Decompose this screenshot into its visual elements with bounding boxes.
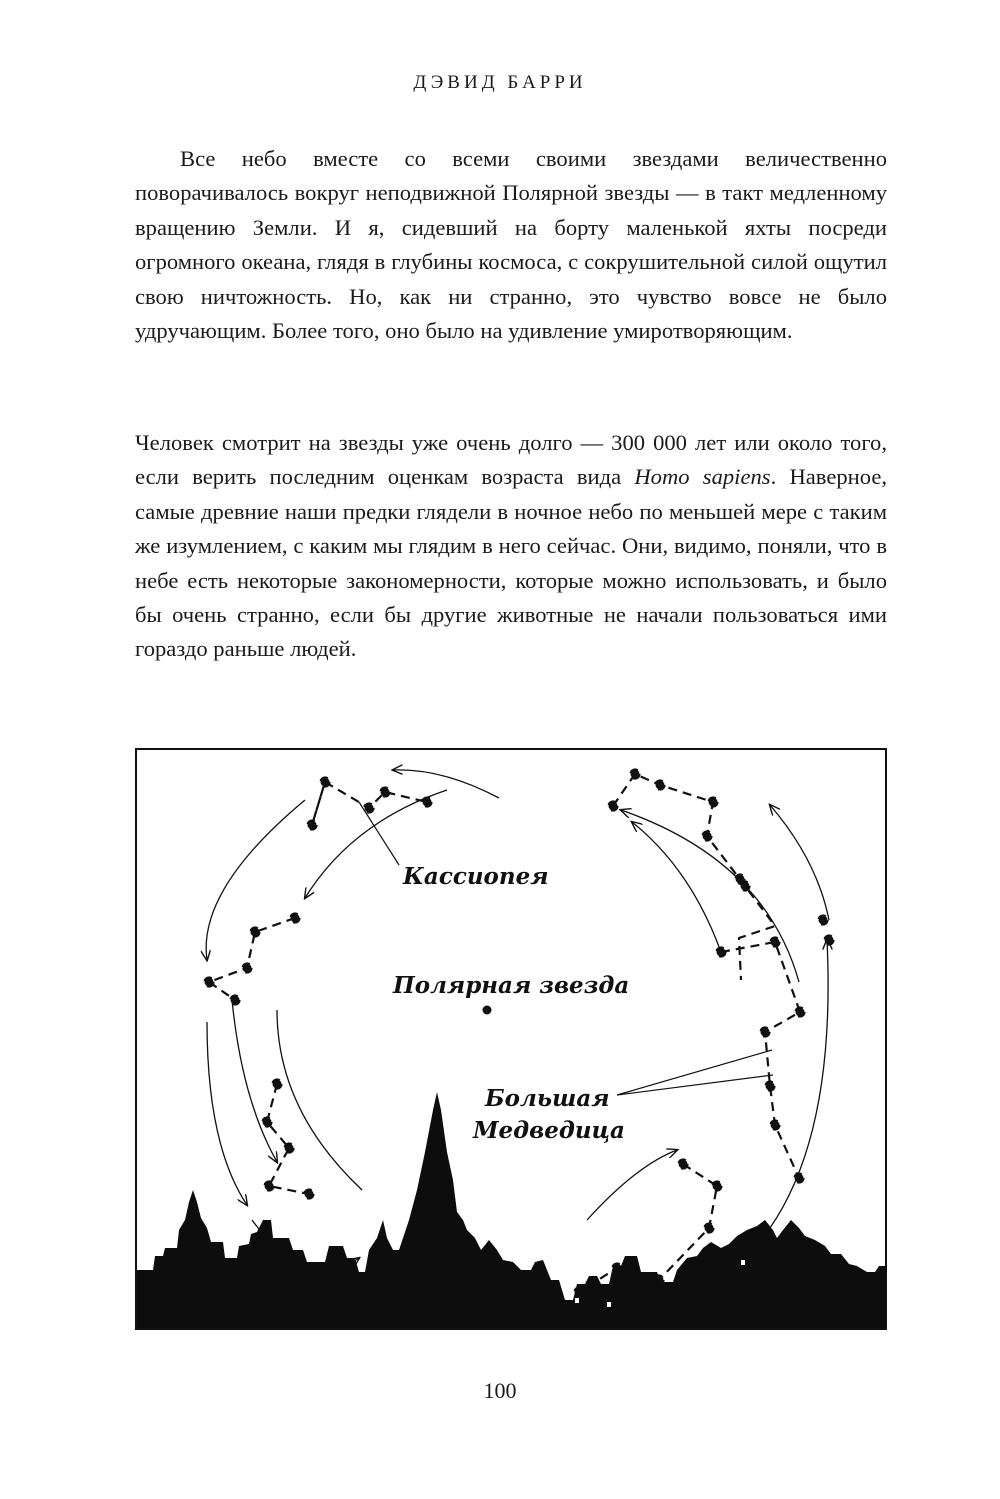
arc-inner-right bbox=[632, 822, 722, 955]
cassiopeia-lower-left bbox=[263, 1080, 314, 1199]
rotation-arcs bbox=[206, 770, 829, 1270]
paragraph-1: Все небо вместе со всеми своими звездами величественно поворачивалось вокруг неподвижной Полярной звезды — в такт медленному вращению Земли. И я, сидевший на борту маленькой яхты посреди огромного океана, глядя в глубины космоса, с сокрушительной силой ощутил свою ничтожность. Но, как ни странно, это чувство вовсе не было удручающим. Более того, оно было на удивление умиротворяющим. bbox=[135, 146, 887, 344]
cassiopeia-left bbox=[205, 914, 300, 1005]
arc-lower-right bbox=[587, 1150, 677, 1220]
arc-outer-right bbox=[757, 940, 828, 1245]
arc-far-right bbox=[770, 805, 829, 920]
label-cassiopeia: Кассиопея bbox=[403, 863, 549, 890]
arc-top-center bbox=[393, 770, 499, 798]
paragraph-2-text-a: Человек смотрит на звезды уже очень долго — 300 000 лет или около того, если верить последним оценкам возраста вида bbox=[135, 430, 887, 490]
star-rotation-illustration bbox=[135, 748, 887, 1330]
label-polaris: Полярная звезда bbox=[393, 972, 630, 999]
arc-outer-left bbox=[207, 1022, 247, 1205]
species-name-italic: Homo sapiens bbox=[634, 464, 771, 490]
big-dipper-pointers bbox=[617, 1050, 773, 1095]
big-dipper-middle bbox=[717, 938, 805, 1183]
arc-left-to-polaris bbox=[277, 1010, 362, 1190]
page-number: 100 bbox=[483, 1378, 517, 1403]
paragraph-2-text-b: . Наверное, самые древние наши предки глядели в ночное небо по меньшей мере с таким же изумлением, с каким мы глядим в него сейчас. Они, видимо, поняли, что в небе есть некоторые закономерности, которые можно использовать, и было бы очень странно, если бы другие животные не начали пользоваться ими гораздо раньше людей. bbox=[135, 464, 887, 662]
running-head: ДЭВИД БАРРИ bbox=[413, 72, 587, 93]
label-big-dipper-line1: Большая bbox=[485, 1085, 610, 1112]
label-big-dipper-line2: Медведица bbox=[473, 1117, 625, 1144]
paragraph-2 bbox=[135, 426, 887, 667]
cassiopeia-pointer bbox=[359, 802, 399, 865]
arc-inner-left bbox=[232, 1000, 277, 1162]
polaris-star bbox=[483, 1006, 492, 1015]
